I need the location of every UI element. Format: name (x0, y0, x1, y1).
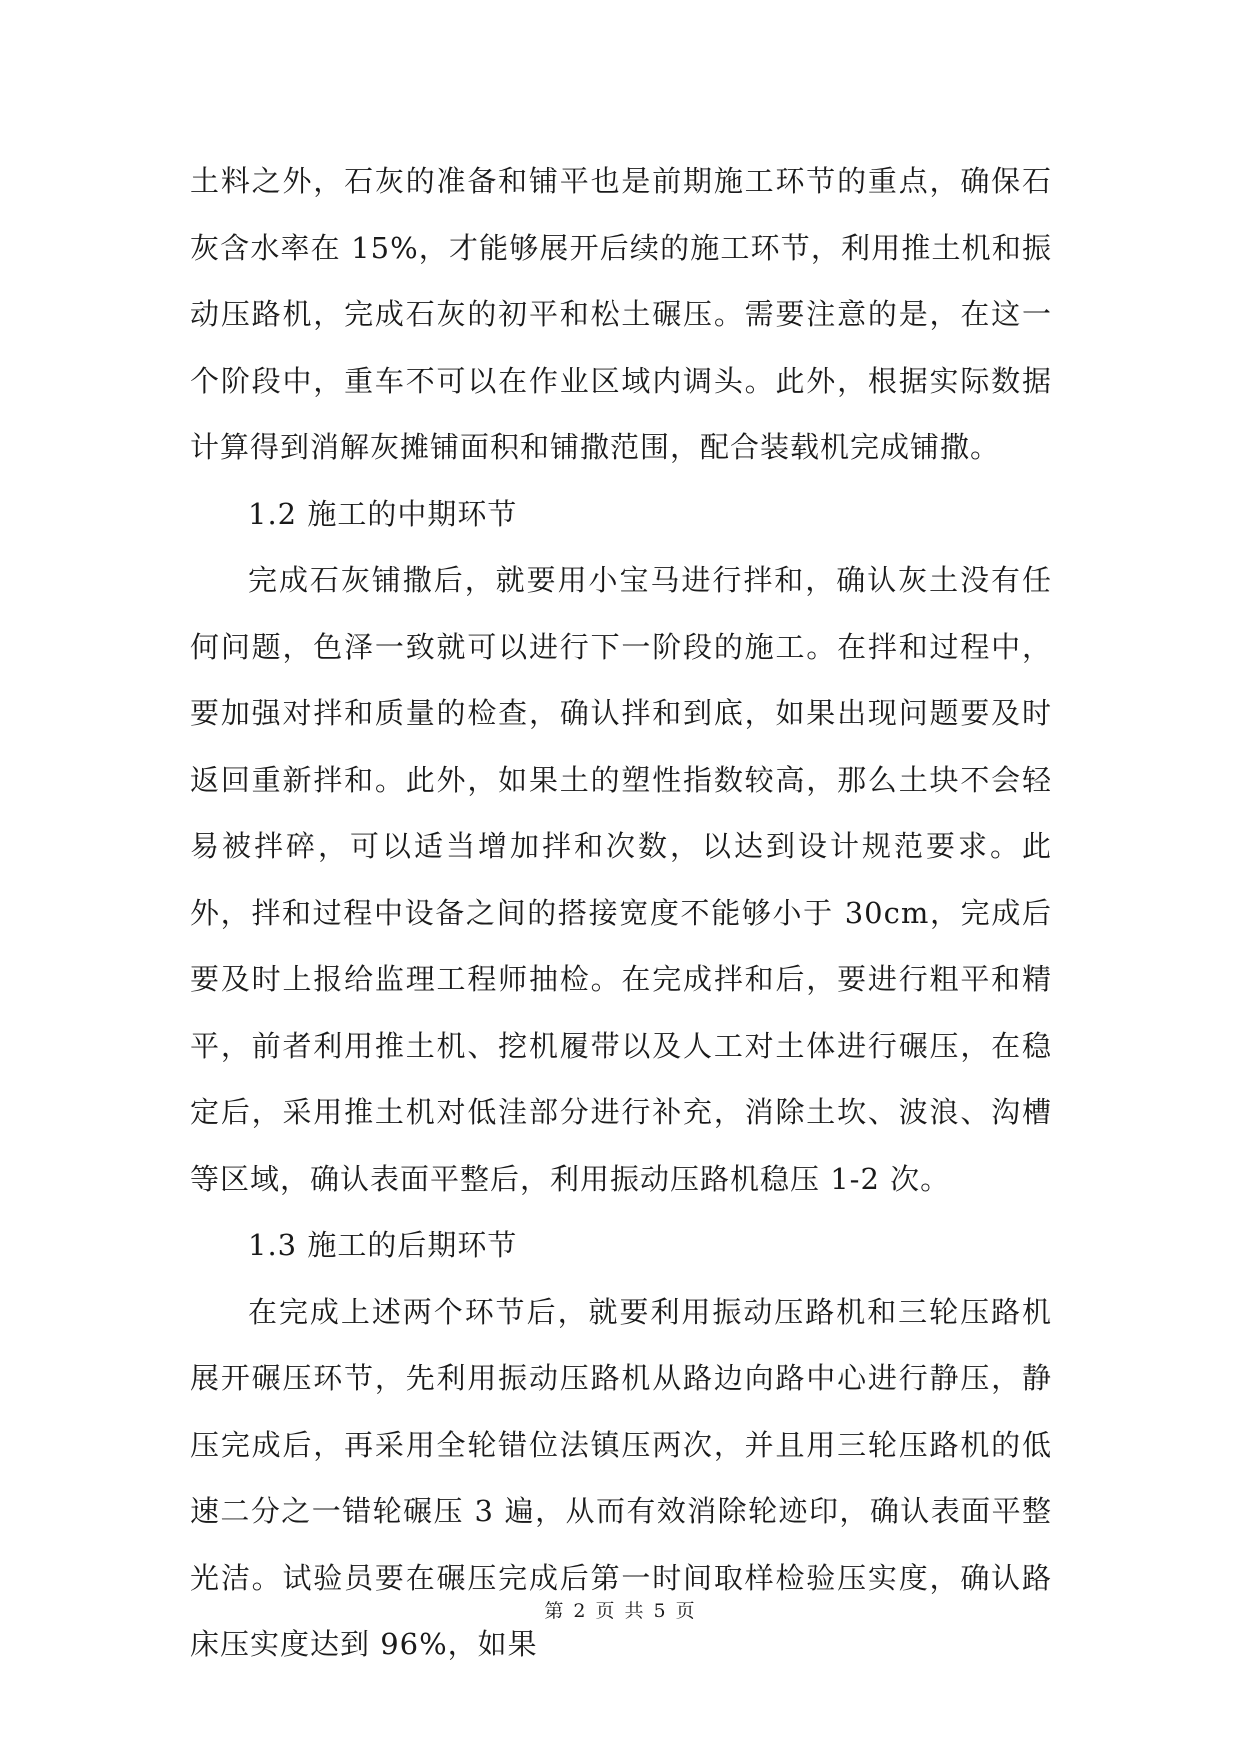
paragraph-late-phase: 在完成上述两个环节后，就要利用振动压路机和三轮压路机展开碾压环节，先利用振动压路机从路边向路中心进行静压，静压完成后，再采用全轮错位法镇压两次，并且用三轮压路机的低速二分之一错轮碾压 3 遍，从而有效消除轮迹印，确认表面平整光洁。试验员要在碾压完成后第一时间取样检验压实度，确认路床压实度达到 96%，如果 (190, 1294, 1052, 1661)
section-heading-1-3: 1.3 施工的后期环节 (248, 1228, 518, 1262)
section-heading-1-2: 1.2 施工的中期环节 (248, 496, 518, 531)
page-number-footer: 第 2 页 共 5 页 (544, 1600, 697, 1622)
document-body (190, 148, 1052, 1678)
paragraph-continuation: 土料之外，石灰的准备和铺平也是前期施工环节的重点，确保石灰含水率在 15%，才能够展开后续的施工环节，利用推土机和振动压路机，完成石灰的初平和松土碾压。需要注意的是，在这一个阶段中，重车不可以在作业区域内调头。此外，根据实际数据计算得到消解灰摊铺面积和铺撒范围，配合装载机完成铺撒。 (190, 164, 1052, 464)
paragraph-mid-phase: 完成石灰铺撒后，就要用小宝马进行拌和，确认灰土没有任何问题，色泽一致就可以进行下一阶段的施工。在拌和过程中，要加强对拌和质量的检查，确认拌和到底，如果出现问题要及时返回重新拌和。此外，如果土的塑性指数较高，那么土块不会轻易被拌碎，可以适当增加拌和次数，以达到设计规范要求。此外，拌和过程中设备之间的搭接宽度不能够小于 30cm，完成后要及时上报给监理工程师抽检。在完成拌和后，要进行粗平和精平，前者利用推土机、挖机履带以及人工对土体进行碾压，在稳定后，采用推土机对低洼部分进行补充，消除土坎、波浪、沟槽等区域，确认表面平整后，利用振动压路机稳压 1-2 次。 (190, 563, 1052, 1196)
